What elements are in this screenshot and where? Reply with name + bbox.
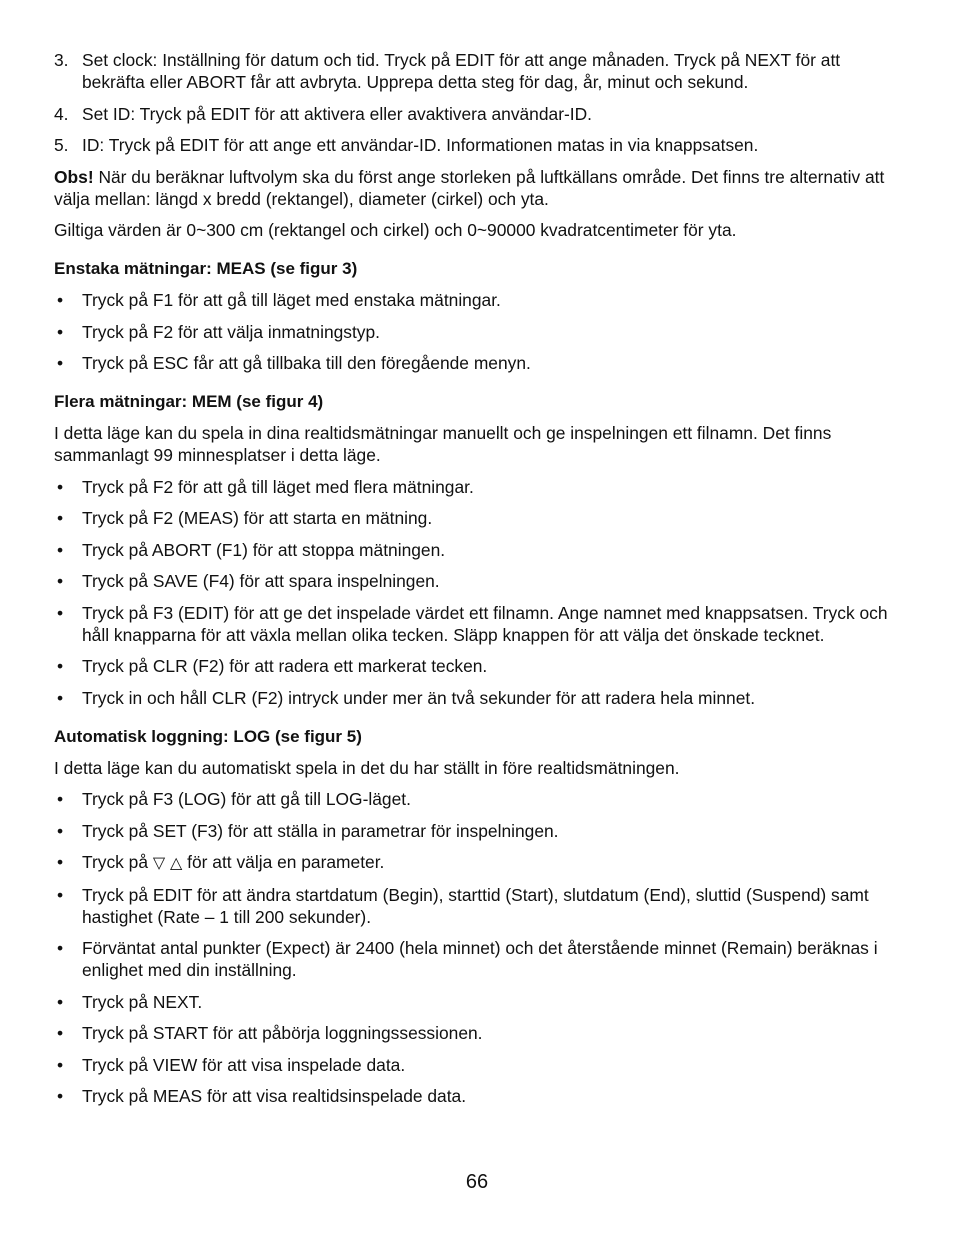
note-paragraph bbox=[54, 166, 906, 210]
list-item bbox=[54, 884, 906, 928]
item-text: Tryck på EDIT för att ändra startdatum (Begin), starttid (Start), slutdatum (End), sluttid (Suspend) samt hastighet (Rate – 1 till 200 sekunder). bbox=[82, 884, 869, 927]
item-text: Set clock: Inställning för datum och tid. Tryck på EDIT för att ange månaden. Tryck på NEXT för att bekräfta eller ABORT får att avbryta. Upprepa detta steg för dag, år, minut och sekund. bbox=[82, 50, 841, 92]
item-text: Tryck på F1 för att gå till läget med enstaka mätningar. bbox=[82, 290, 501, 310]
item-text: Tryck på MEAS för att visa realtidsinspelade data. bbox=[82, 1086, 467, 1106]
item-number: 4. bbox=[54, 103, 69, 124]
item-text: ID: Tryck på EDIT för att ange ett användar-ID. Informationen matas in via knappsatsen. bbox=[82, 135, 759, 155]
list-item bbox=[54, 788, 906, 810]
list-item bbox=[54, 602, 906, 646]
item-text: Tryck på NEXT. bbox=[82, 991, 203, 1012]
list-item bbox=[54, 507, 906, 529]
section-heading-single: Enstaka mätningar: MEAS (se figur 3) bbox=[54, 259, 358, 278]
bullet-marker: • bbox=[57, 687, 64, 708]
bullet-marker: • bbox=[57, 508, 64, 528]
list-item bbox=[54, 476, 906, 498]
arrow-item-before: Tryck på bbox=[82, 852, 153, 872]
list-item bbox=[54, 539, 906, 561]
section-heading-mem: Flera mätningar: MEM (se figur 4) bbox=[54, 392, 324, 411]
list-item bbox=[54, 687, 906, 709]
bullet-list-log-a bbox=[54, 788, 906, 842]
bullet-marker: • bbox=[57, 820, 64, 841]
item-text: Tryck på F2 (MEAS) för att starta en mätning. bbox=[82, 508, 433, 528]
numbered-item-5 bbox=[54, 134, 906, 156]
item-text: Förväntat antal punkter (Expect) är 2400 (hela minnet) och det återstående minnet (Remain) beräknas i enlighet med din inställning. bbox=[82, 938, 878, 980]
bullet-marker: • bbox=[57, 476, 64, 497]
section-heading-log: Automatisk loggning: LOG (se figur 5) bbox=[54, 726, 362, 746]
document-page bbox=[54, 49, 906, 1117]
list-item bbox=[54, 655, 906, 677]
note-text: När du beräknar luftvolym ska du först ange storleken på luftkällans område. Det finns tre alternativ att välja mellan: längd x bredd (rektangel), diameter (cirkel) och yta. bbox=[54, 166, 885, 209]
item-text: Tryck på F2 för att välja inmatningstyp. bbox=[82, 321, 381, 342]
triangle-down-icon: ▽ bbox=[152, 853, 166, 872]
bullet-marker: • bbox=[57, 353, 64, 373]
bullet-marker: • bbox=[57, 991, 64, 1012]
arrow-item-after: för att välja en parameter. bbox=[182, 852, 385, 872]
item-text: Tryck på VIEW för att visa inspelade data. bbox=[82, 1054, 406, 1075]
list-item bbox=[54, 820, 906, 842]
bullet-marker: • bbox=[57, 571, 64, 591]
list-item bbox=[54, 570, 906, 592]
item-text: Tryck på F2 för att gå till läget med flera mätningar. bbox=[82, 476, 474, 497]
item-text: Tryck på START för att påbörja loggningssessionen. bbox=[82, 1023, 483, 1043]
list-item bbox=[54, 289, 906, 311]
bullet-marker: • bbox=[57, 656, 64, 676]
bullet-marker: • bbox=[57, 852, 64, 872]
item-text: Tryck på SET (F3) för att ställa in parametrar för inspelningen. bbox=[82, 820, 559, 841]
item-number: 5. bbox=[54, 135, 69, 155]
numbered-item-4 bbox=[54, 103, 906, 125]
bullet-marker: • bbox=[57, 321, 64, 342]
bullet-marker: • bbox=[57, 789, 64, 809]
item-text: Tryck in och håll CLR (F2) intryck under mer än två sekunder för att radera hela minnet. bbox=[82, 687, 756, 708]
list-item bbox=[54, 937, 906, 981]
list-item bbox=[54, 991, 906, 1013]
bullet-marker: • bbox=[57, 602, 64, 623]
section-intro-log: I detta läge kan du automatiskt spela in det du har ställt in före realtidsmätningen. bbox=[54, 757, 680, 778]
numbered-item-3 bbox=[54, 49, 906, 93]
list-item bbox=[54, 1085, 906, 1107]
list-item bbox=[54, 851, 906, 874]
bullet-list-mem bbox=[54, 476, 906, 709]
item-text: Tryck på ESC får att gå tillbaka till den föregående menyn. bbox=[82, 353, 531, 373]
item-text: Tryck på ABORT (F1) för att stoppa mätningen. bbox=[82, 539, 446, 560]
triangle-up-icon: △ bbox=[170, 853, 183, 872]
bullet-marker: • bbox=[57, 1086, 64, 1106]
item-text: Set ID: Tryck på EDIT för att aktivera eller avaktivera användar-ID. bbox=[82, 103, 593, 124]
item-text bbox=[82, 851, 384, 874]
bullet-list-log-b bbox=[54, 884, 906, 1108]
note-label: Obs! bbox=[54, 166, 94, 187]
list-item bbox=[54, 352, 906, 374]
list-item bbox=[54, 321, 906, 343]
bullet-marker: • bbox=[57, 1054, 64, 1075]
item-text: Tryck på SAVE (F4) för att spara inspelningen. bbox=[82, 571, 440, 591]
valid-values-paragraph: Giltiga värden är 0~300 cm (rektangel och cirkel) och 0~90000 kvadratcentimeter för yta. bbox=[54, 220, 737, 240]
item-text: Tryck på CLR (F2) för att radera ett markerat tecken. bbox=[82, 656, 488, 676]
bullet-marker: • bbox=[57, 539, 64, 560]
bullet-marker: • bbox=[57, 1023, 64, 1043]
list-item bbox=[54, 1054, 906, 1076]
section-intro-mem: I detta läge kan du spela in dina realtidsmätningar manuellt och ge inspelningen ett filnamn. Det finns sammanlagt 99 minnesplatser i detta läge. bbox=[54, 423, 832, 465]
bullet-list-single bbox=[54, 289, 906, 374]
item-text: Tryck på F3 (EDIT) för att ge det inspelade värdet ett filnamn. Ange namnet med knappsatsen. Tryck och håll knapparna för att växla mellan olika tecken. Släpp knappen för att välja det önskade tecknet. bbox=[82, 602, 888, 645]
item-text: Tryck på F3 (LOG) för att gå till LOG-läget. bbox=[82, 789, 411, 809]
page-number: 66 bbox=[465, 1171, 489, 1193]
list-item bbox=[54, 1022, 906, 1044]
bullet-marker: • bbox=[57, 938, 64, 958]
item-number: 3. bbox=[54, 50, 69, 70]
bullet-marker: • bbox=[57, 290, 64, 310]
bullet-marker: • bbox=[57, 884, 64, 905]
